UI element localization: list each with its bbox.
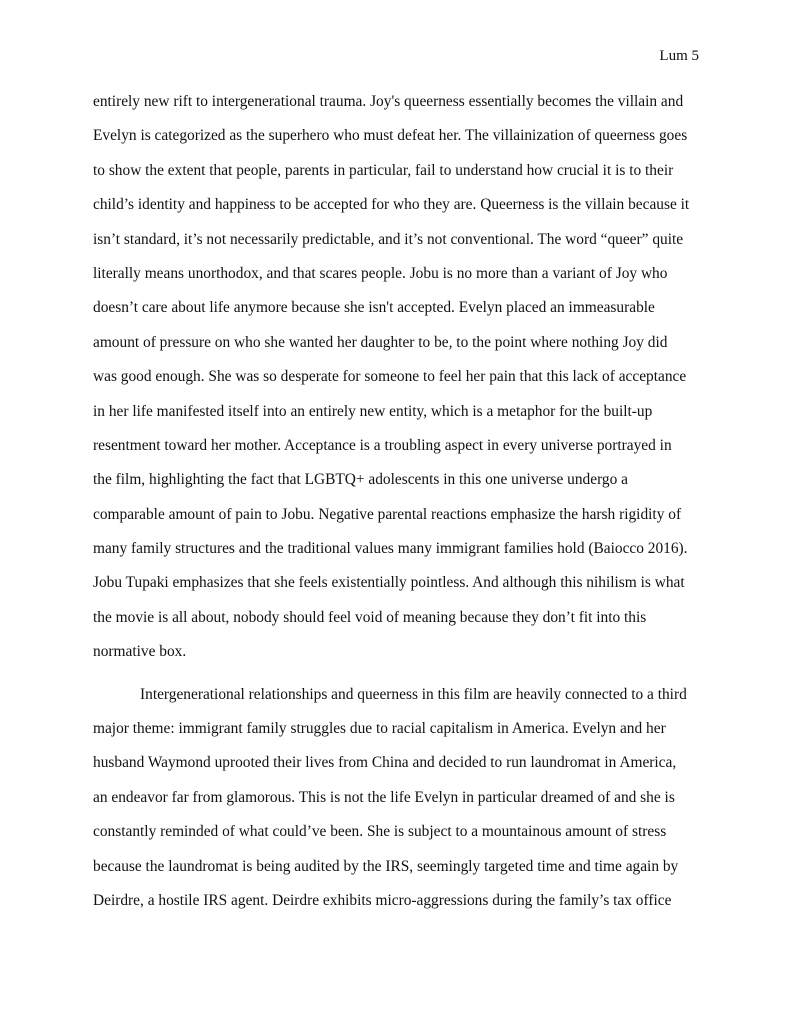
text-line: Jobu Tupaki emphasizes that she feels existentially pointless. And although this nihilism is what (93, 574, 685, 592)
text-line: many family structures and the traditional values many immigrant families hold (Baiocco 2016). (93, 540, 688, 558)
text-line: Evelyn is categorized as the superhero who must defeat her. The villainization of queerness goes (93, 127, 688, 145)
essay-body (93, 91, 713, 924)
paragraph-spacing (93, 676, 713, 684)
text-line: normative box. (93, 643, 187, 661)
text-line: because the laundromat is being audited by the IRS, seemingly targeted time and time again by (93, 857, 679, 875)
text-line: major theme: immigrant family struggles due to racial capitalism in America. Evelyn and her (93, 720, 666, 738)
author-page-number: Lum 5 (659, 48, 699, 64)
text-line: doesn’t care about life anymore because she isn't accepted. Evelyn placed an immeasurable (93, 299, 655, 317)
text-line: in her life manifested itself into an entirely new entity, which is a metaphor for the built-up (93, 402, 653, 420)
text-line: husband Waymond uprooted their lives from China and decided to run laundromat in America, (93, 754, 677, 772)
text-line: entirely new rift to intergenerational trauma. Joy's queerness essentially becomes the villain and (93, 93, 684, 110)
text-line: to show the extent that people, parents in particular, fail to understand how crucial it is to their (93, 161, 674, 179)
text-line: constantly reminded of what could’ve been. She is subject to a mountainous amount of stress (93, 823, 667, 841)
text-line: comparable amount of pain to Jobu. Negative parental reactions emphasize the harsh rigidity of (93, 505, 682, 523)
text-line: isn’t standard, it’s not necessarily predictable, and it’s not conventional. The word “queer” quite (93, 230, 684, 248)
paragraph-2 (93, 684, 713, 925)
paragraph-1 (93, 91, 713, 676)
text-line: was good enough. She was so desperate for someone to feel her pain that this lack of acceptance (93, 368, 687, 386)
text-line: amount of pressure on who she wanted her daughter to be, to the point where nothing Joy did (93, 333, 668, 351)
text-line-first-indented: Intergenerational relationships and queerness in this film are heavily connected to a third (140, 685, 687, 703)
text-line: literally means unorthodox, and that scares people. Jobu is no more than a variant of Joy who (93, 264, 668, 282)
text-line: resentment toward her mother. Acceptance is a troubling aspect in every universe portrayed in (93, 436, 672, 454)
text-line: the movie is all about, nobody should feel void of meaning because they don’t fit into this (93, 608, 647, 626)
page-header (659, 46, 699, 66)
text-line: child’s identity and happiness to be accepted for who they are. Queerness is the villain because it (93, 196, 690, 214)
text-line: an endeavor far from glamorous. This is not the life Evelyn in particular dreamed of and she is (93, 788, 675, 806)
text-line: Deirdre, a hostile IRS agent. Deirdre exhibits micro-aggressions during the family’s tax office (93, 891, 672, 909)
text-line: the film, highlighting the fact that LGBTQ+ adolescents in this one universe undergo a (93, 471, 628, 489)
